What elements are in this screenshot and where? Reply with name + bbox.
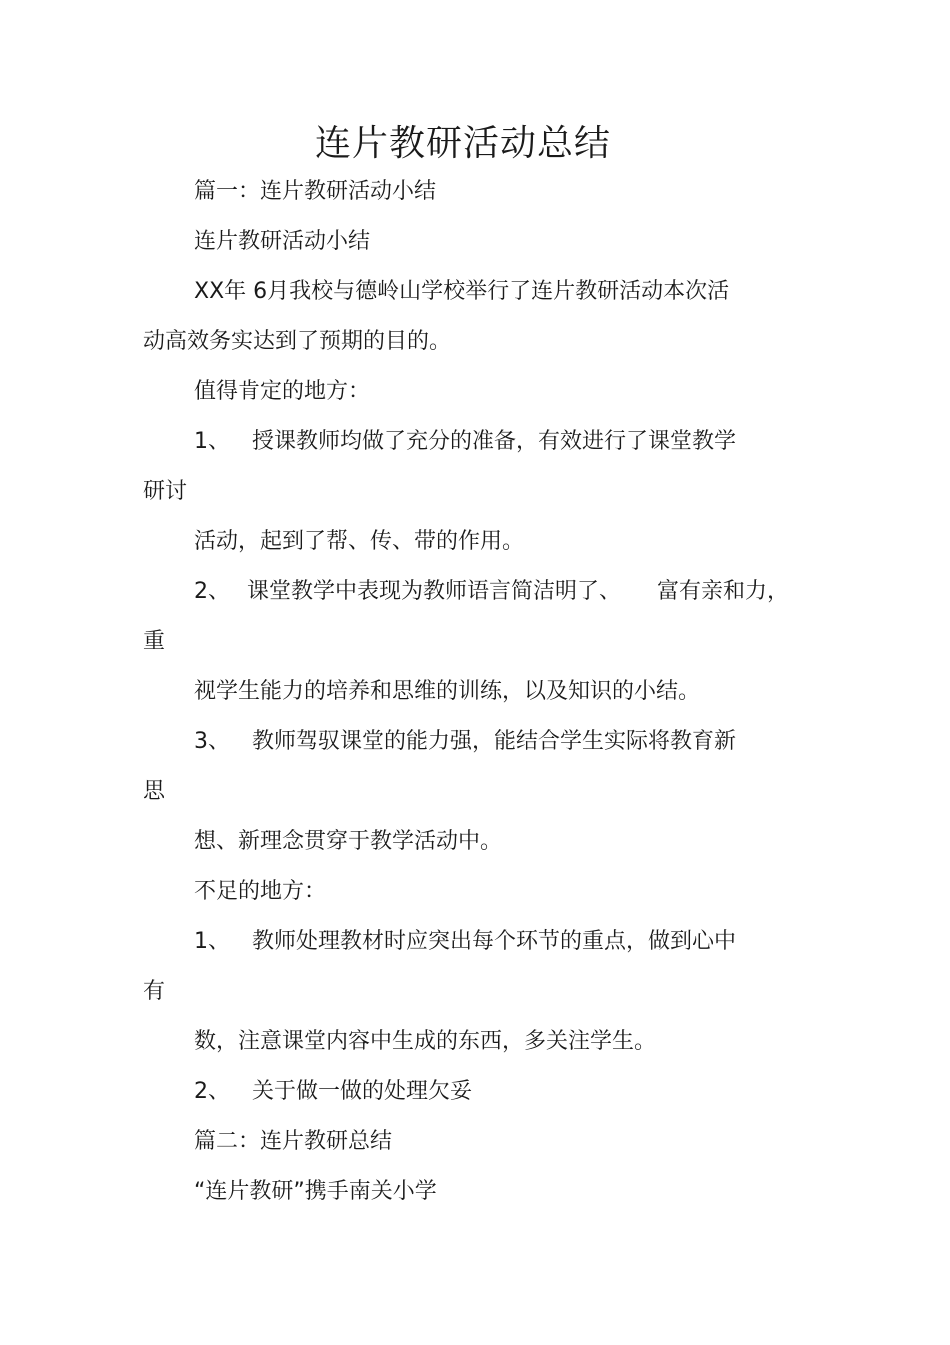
list-item-2 xyxy=(194,577,789,607)
paragraph-line: 想、新理念贯穿于教学活动中。 xyxy=(194,829,503,854)
paragraph-line: 动高效务实达到了预期的目的。 xyxy=(143,329,452,354)
list-number: 2、 xyxy=(194,1079,230,1104)
section-heading-1: 篇一：连片教研活动小结 xyxy=(194,179,437,204)
list-text: 教师处理教材时应突出每个环节的重点，做到心中 xyxy=(252,929,737,954)
paragraph-line: 数，注意课堂内容中生成的东西，多关注学生。 xyxy=(194,1029,657,1054)
paragraph-line: 视学生能力的培养和思维的训练，以及知识的小结。 xyxy=(194,679,701,704)
paragraph-line: XX年 6月我校与德岭山学校举行了连片教研活动本次活 xyxy=(194,279,730,304)
list-heading-negative: 不足的地方： xyxy=(194,879,327,904)
subheading: “连片教研”携手南关小学 xyxy=(194,1179,437,1204)
list-number: 3、 xyxy=(194,729,230,754)
list-text: 教师驾驭课堂的能力强，能结合学生实际将教育新 xyxy=(252,729,737,754)
subheading: 连片教研活动小结 xyxy=(194,229,371,254)
paragraph-line: 有 xyxy=(143,979,166,1004)
list-item-2 xyxy=(194,1077,472,1107)
list-text-continued: 富有亲和力， xyxy=(657,579,790,604)
paragraph-line: 活动，起到了帮、传、带的作用。 xyxy=(194,529,525,554)
list-number: 1、 xyxy=(194,929,230,954)
list-number: 2、 xyxy=(194,579,230,604)
list-item-3 xyxy=(194,727,736,757)
list-heading-positive: 值得肯定的地方： xyxy=(194,379,371,404)
paragraph-line: 重 xyxy=(143,629,166,654)
list-item-1 xyxy=(194,927,736,957)
document-title: 连片教研活动总结 xyxy=(314,123,611,164)
list-text: 授课教师均做了充分的准备，有效进行了课堂教学 xyxy=(252,429,737,454)
section-heading-2: 篇二：连片教研总结 xyxy=(194,1129,393,1154)
list-item-1 xyxy=(194,427,736,457)
paragraph-line: 思 xyxy=(143,779,166,804)
list-text: 课堂教学中表现为教师语言简洁明了、 xyxy=(247,579,622,604)
paragraph-line: 研讨 xyxy=(143,479,188,504)
list-text: 关于做一做的处理欠妥 xyxy=(252,1079,473,1104)
list-number: 1、 xyxy=(194,429,230,454)
